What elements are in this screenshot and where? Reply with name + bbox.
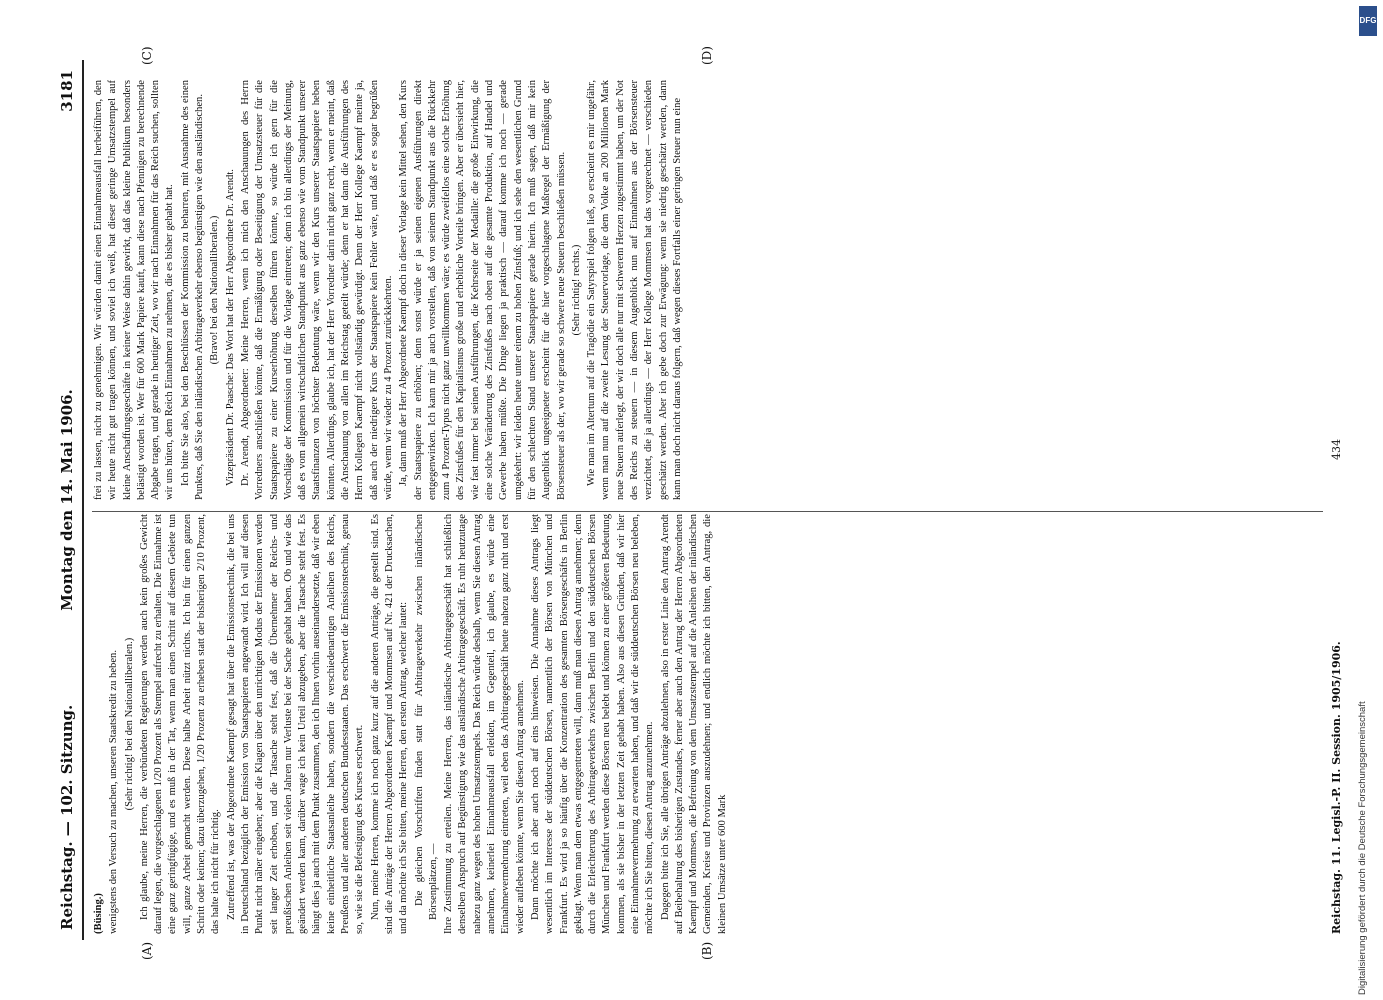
paragraph: Ja, dann muß der Herr Abgeordnete Kaempf doch in dieser Vorlage kein Mittel sehen, den Kurs der Staatspapiere zu erhöhen; denn sonst würde er ja seinen eigenen Ausführungen direkt entgegenwirken. Ich kann mir ja auch vorstellen, daß von seinem Standpunkt aus die Rückkehr zum 4 Prozent-Typus nicht ganz unwillkommen wäre; es würde zweifellos eine solche Erhöhung des Zinsfußes für den Kapitalismus große und erhebliche Vorteile bringen. Aber er übersieht hier, wie fast immer bei seinen Ausführungen, die Kehrseite der Medaille: die große Einwirkung, die eine solche Veränderung des Zinsfußes nach oben auf die gesamte Produktion, auf Handel und Gewerbe haben müßte. Die Dinge liegen ja praktisch — darauf komme ich noch — gerade umgekehrt: wir leiden heute unter einem zu hohen Zinsfuß; und ich sehe den wesentlichen Grund für den schlechten Stand unserer Staatspapiere gerade hierin. Ich muß sagen, daß mir kein Augenblick ungeeigneter erscheint für die hier vorgeschlagene Maßregel der Ermäßigung der Börsensteuer als der, wo wir gerade so schwere neue Steuern beschließen müssen. — [398, 80, 567, 500]
quotation: Die gleichen Vorschriften finden statt für Arbitrageverkehr zwischen inländischen Börsenplätzen, — — [413, 514, 439, 920]
speaker-note: (Büsing.) — [93, 893, 104, 934]
page-header — [58, 70, 80, 930]
right-text-column — [92, 80, 1323, 500]
header-left: Reichstag. — 102. Sitzung. — [58, 704, 76, 930]
paragraph: frei zu lassen, nicht zu genehmigen. Wir würden damit einen Einnahmeausfall herbeiführen, den wir heute nicht gut tragen können, und soviel ich weiß, hat dieser geringe Umsatzstempel auf kleine Anschaffungsgeschäfte in keiner Weise dahin gewirkt, daß das kleine Publikum besonders belästigt worden ist. Wer für 600 Mark Papiere kauft, kann diese nach Pfennigen zu berechnende Abgabe tragen, und gerade in heutiger Zeit, wo wir nach Einnahmen für das Reich suchen, sollten wir uns hüten, dem Reich Einnahmen zu nehmen, die es bisher gehabt hat. — [93, 80, 176, 500]
margin-marker-a: (A) — [140, 941, 154, 960]
digitization-note-text: Digitalisierung gefördert durch die Deutsche Forschungsgemeinschaft — [1357, 701, 1368, 995]
column-divider — [92, 511, 1323, 512]
paragraph: Wie man im Altertum auf die Tragödie ein Satyrspiel folgen ließ, so erscheint es mir ungefähr, wenn man nun auf die zweite Lesung der Steuervorlage, die dem Volke an 200 Millionen Mark neue Steuern auferlegt, der wir doch alle nur mit schwerem Herzen zugestimmt haben, um der Not des Reichs zu steuern — in diesem Augenblick nun auf Einnahmen aus der Börsensteuer verzichtet, die ja allerdings — der Herr Kollege Mommsen hat das vorgerechnet — verschieden geschätzt werden. Aber ich gebe doch zur Erwägung: wenn sie niedrig geschätzt werden, dann kann man doch nicht daraus folgern, daß wegen dieses Fortfalls einer geringen Steuer nun eine — [586, 80, 683, 500]
paragraph: Dr. Arendt, Abgeordneter: Meine Herren, wenn ich mich den Anschauungen des Herrn Vorredners anschließen könnte, daß die Ermäßigung oder Beseitigung der Umsatzsteuer für die Staatspapiere zu einer Kurserhöhung derselben führen könnte, so würde ich gern für die Vorschläge der Kommission und für die Vorlage eintreten; denn ich bin allerdings der Meinung, daß es vom allgemein wirtschaftlichen Standpunkt aus ganz ebenso wie vom Standpunkt unserer Staatsfinanzen von höchster Bedeutung wäre, wenn wir den Kurs unserer Staatspapiere heben könnten. Allerdings, glaube ich, hat der Herr Vorredner darin nicht ganz recht, wenn er meint, daß die Anschauung von allen im Reichstag geteilt würde; denn er hat dann die Ausführungen des Herrn Kollegen Kaempf nicht vollständig gewürdigt. Denn der Herr Kollege Kaempf meinte ja, daß auch der niedrigere Kurs der Staatspapiere kein Fehler wäre, und daß er es sogar begrüßen würde, wenn wir wieder zu 4 Prozent zurückkehrten. — [239, 80, 394, 500]
digitization-note — [1357, 0, 1377, 1000]
page-number: 3181 — [58, 70, 76, 112]
left-text-column — [92, 514, 1323, 934]
interjection: (Sehr richtig! rechts.) — [570, 244, 582, 336]
paragraph: Zutreffend ist, was der Abgeordnete Kaempf gesagt hat über die Emissionstechnik, die bei uns in Deutschland bezüglich der Emission von Staatspapieren angewandt wird. Ich will auf diesen Punkt nicht näher eingehen; aber die Klagen über den unrichtigen Modus der Emissionen werden seit langer Zeit erhoben, und die Tatsache steht fest, daß die Übernehmer der Reichs- und preußischen Anleihen seit vielen Jahren nur Verluste bei der Sache gehabt haben. Ob und wie das geändert werden kann, darüber wage ich kein Urteil abzugeben, aber die Tatsache steht fest. Es hängt dies ja auch mit dem Punkt zusammen, den ich Ihnen vorhin auseinandersetzte, daß wir eben keine einheitliche Staatsanleihe haben, sondern die verschiedenartigen Anleihen des Reichs, Preußens und aller anderen deutschen Bundesstaaten. Das erschwert die Emissionstechnik, genau so, wie sie die Befestigung des Kurses erschwert. — [225, 514, 366, 934]
dfg-logo: DFG — [1359, 6, 1377, 36]
margin-marker-b: (B) — [700, 941, 714, 960]
paragraph: Ich glaube, meine Herren, die verbündeten Regierungen werden auch kein großes Gewicht darauf legen, die vorgeschlagenen 1/20 Prozent als Stempel aufrecht zu erhalten. Die Einnahme ist eine ganz geringfügige, und es muß in der Tat, wenn man einen Schritt auf diesem Gebiete tun will, ganze Arbeit gemacht werden. Diese halbe Arbeit nützt nichts. Ich bin für einen ganzen Schritt oder keinen; dazu überzugehen, 1/20 Prozent zu erheben statt der bisherigen 2/10 Prozent, das halte ich nicht für richtig. — [138, 514, 222, 934]
paragraph: Dann möchte ich aber auch noch auf eins hinweisen. Die Annahme dieses Antrags liegt wesentlich im Interesse der süddeutschen Börsen, namentlich der Börsen von München und Frankfurt. Es wird ja so häufig über die Konzentration des gesamten Börsengeschäfts in Berlin geklagt. Wenn man dem etwas entgegentreten will, dann muß man diesen Antrag annehmen; denn durch die Erleichterung des Arbitrageverkehrs zwischen Berlin und den süddeutschen Börsen München und Frankfurt werden diese Börsen neu belebt und können zu einer größeren Bedeutung kommen, als sie bisher in der letzten Zeit gehabt haben. Also aus diesen Gründen, daß wir hier eine Einnahmevermehrung zu erwarten haben, und daß wir die süddeutschen Börsen neu beleben, möchte ich Sie bitten, diesen Antrag anzunehmen. — [529, 514, 656, 934]
header-rule — [82, 60, 84, 940]
margin-marker-d: (D) — [700, 46, 714, 65]
paragraph: wenigstens den Versuch zu machen, unseren Staatskredit zu heben. — [108, 650, 120, 934]
paragraph: Ihre Zustimmung zu erteilen. Meine Herren, das inländische Arbitragegeschäft hat schließlich denselben Anspruch auf Begünstigung wie das ausländische Arbitragegeschäft. Es ruht heutzutage nahezu ganz wegen des hohen Umsatzstempels. Das Reich würde deshalb, wenn Sie diesen Antrag annehmen, keinerlei Einnahmeausfall erleiden, im Gegenteil, ich glaube, es würde eine Einnahmevermehrung eintreten, weil eben das Arbitragegeschäft heute nahezu ganz ruht und erst wieder aufleben könnte, wenn Sie diesen Antrag annehmen. — [443, 514, 526, 934]
header-date: Montag den 14. Mai 1906. — [58, 389, 76, 611]
footer-session: Reichstag. 11. Legisl.-P. II. Session. 1905/1906. — [1330, 641, 1343, 934]
paragraph: Ich bitte Sie also, bei den Beschlüssen der Kommission zu beharren, mit Ausnahme des einen Punktes, daß Sie den inländischen Arbitrageverkehr ebenso begünstigen wie den ausländischen. — [179, 80, 206, 500]
paragraph: Vizepräsident Dr. Paasche: Das Wort hat der Herr Abgeordnete Dr. Arendt. — [224, 169, 236, 486]
paragraph: Dagegen bitte ich Sie, alle übrigen Anträge abzulehnen, also in erster Linie den Antrag Arendt auf Beibehaltung des bisherigen Zustandes, ferner aber auch den Antrag der Herren Abgeordneten Kaempf und Mommsen, die Befreiung von dem Umsatzstempel auf die Anleihen der inländischen Gemeinden, Kreise und Provinzen auszudehnen; und endlich möchte ich bitten, den Antrag, die kleinen Umsätze unter 600 Mark — [659, 514, 728, 934]
footer-sheet-number: 434 — [1330, 439, 1343, 460]
interjection: (Bravo! bei den Nationalliberalen.) — [209, 215, 221, 365]
interjection: (Sehr richtig! bei den Nationalliberalen.) — [123, 637, 135, 811]
paragraph: Nun, meine Herren, komme ich noch ganz kurz auf die anderen Anträge, die gestellt sind. Es sind die Anträge der Herren Abgeordneten Kaempf und Mommsen auf Nr. 421 der Drucksachen, und da möchte ich Sie bitten, meine Herren, den ersten Antrag, welcher lautet: — [369, 514, 410, 934]
margin-marker-c: (C) — [140, 46, 154, 65]
